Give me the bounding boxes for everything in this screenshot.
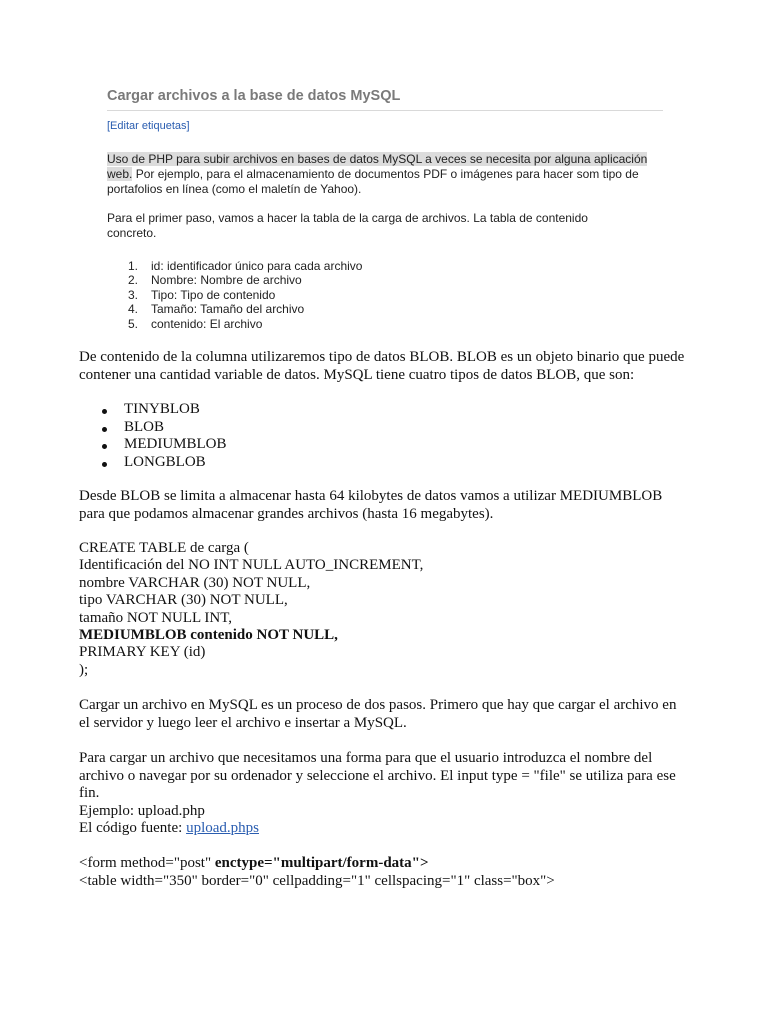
fields-list — [128, 259, 362, 331]
form-intro-paragraph: Para cargar un archivo que necesitamos una forma para que el usuario introduzca el nombre del archivo o navegar por su ordenador y seleccione el archivo. El input type = "file" se utiliza para ese fin. — [79, 750, 676, 801]
sql-line: nombre VARCHAR (30) NOT NULL, — [79, 574, 311, 591]
bullet-icon — [102, 427, 107, 432]
list-item — [128, 317, 362, 331]
list-item — [128, 302, 362, 316]
sql-line: tamaño NOT NULL INT, — [79, 609, 233, 626]
sql-line-bold: MEDIUMBLOB contenido NOT NULL, — [79, 627, 338, 644]
list-item-text: Nombre: Nombre de archivo — [151, 273, 302, 288]
sql-line: ); — [79, 661, 89, 678]
bullet-icon — [102, 462, 107, 467]
list-item-number: 1. — [128, 259, 139, 273]
blob-intro-paragraph: De contenido de la columna utilizaremos tipo de datos BLOB. BLOB es un objeto binario que puede contener una cantidad variable de datos. MySQL tiene cuatro tipos de datos BLOB, que son: — [79, 349, 685, 383]
first-step-paragraph: Para el primer paso, vamos a hacer la tabla de la carga de archivos. La tabla de contenido concreto. — [107, 211, 588, 240]
edit-labels-link[interactable]: [Editar etiquetas] — [107, 120, 190, 132]
list-item — [101, 454, 227, 472]
list-item-number: 4. — [128, 302, 139, 317]
sql-line: Identificación del NO INT NULL AUTO_INCREMENT, — [79, 557, 424, 574]
table-tag-line: <table width="350" border="0" cellpadding="1" cellspacing="1" class="box"> — [79, 873, 555, 889]
list-item-text: contenido: El archivo — [151, 316, 263, 331]
example-label: Ejemplo: upload.php — [79, 803, 205, 819]
list-item — [128, 273, 362, 287]
source-link[interactable]: upload.phps — [186, 820, 259, 836]
list-item — [101, 436, 227, 454]
list-item-text: BLOB — [124, 418, 165, 435]
list-item-text: Tipo: Tipo de contenido — [151, 287, 276, 302]
source-label: El código fuente: — [79, 820, 187, 836]
upload-process-paragraph: Cargar un archivo en MySQL es un proceso de dos pasos. Primero que hay que cargar el archivo en el servidor y luego leer el archivo e insertar a MySQL. — [79, 697, 677, 731]
list-item — [101, 419, 227, 437]
list-item-text: id: identificador único para cada archivo — [151, 259, 363, 273]
list-item-number: 2. — [128, 273, 139, 288]
bullet-icon — [102, 444, 107, 449]
bullet-icon — [102, 409, 107, 414]
sql-line: CREATE TABLE de carga ( — [79, 540, 249, 556]
list-item — [101, 401, 227, 419]
list-item-text: Tamaño: Tamaño del archivo — [151, 302, 305, 317]
sql-line: PRIMARY KEY (id) — [79, 644, 206, 661]
intro-rest-text: Por ejemplo, para el almacenamiento de documentos PDF o imágenes para hacer som tipo de portafolios en línea (como el maletín de Yahoo). — [107, 167, 639, 196]
intro-highlighted-text: Uso de PHP para subir archivos en bases de datos MySQL a veces se necesita por alguna aplicación web. — [107, 152, 648, 181]
sql-line: tipo VARCHAR (30) NOT NULL, — [79, 592, 288, 609]
list-item-text: MEDIUMBLOB — [124, 436, 227, 452]
blob-types-list — [101, 401, 227, 471]
list-item — [128, 288, 362, 302]
sql-code-block — [79, 540, 423, 679]
list-item-number: 5. — [128, 316, 139, 331]
source-code-line — [79, 820, 699, 838]
list-item — [128, 259, 362, 273]
list-item-number: 3. — [128, 287, 139, 302]
post-title: Cargar archivos a la base de datos MySQL — [107, 88, 663, 111]
form-tag-bold: enctype="multipart/form-data"> — [214, 855, 429, 871]
form-tag-plain: <form method="post" — [79, 855, 215, 871]
intro-paragraph — [107, 152, 667, 197]
list-item-text: LONGBLOB — [124, 453, 206, 470]
blob-limit-paragraph: Desde BLOB se limita a almacenar hasta 64 kilobytes de datos vamos a utilizar MEDIUMBLOB para que podamos almacenar grandes archivos (hasta 16 megabytes). — [79, 488, 663, 522]
form-tag-line — [79, 855, 699, 873]
list-item-text: TINYBLOB — [124, 401, 200, 417]
